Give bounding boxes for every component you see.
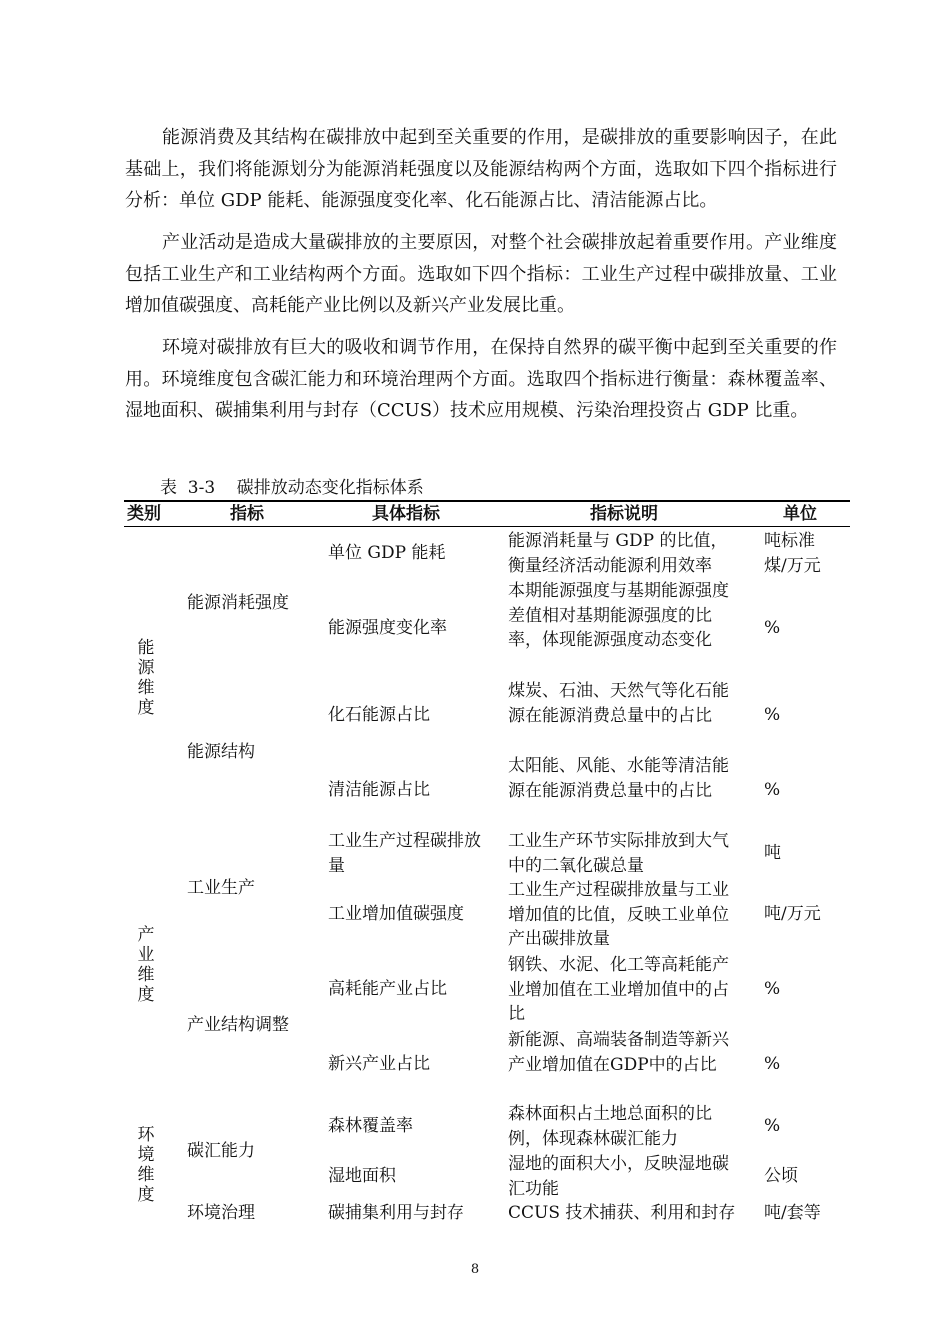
specific-indicator: 工业生产过程碳排放量 [328,831,481,876]
indicator-description: 能源消耗量与 GDP 的比值，衡量经济活动能源利用效率 [508,531,728,576]
header-category: 类别 [127,504,161,524]
indicator-description: CCUS 技术捕获、利用和封存 [508,1203,736,1223]
indicator-unit: 吨 [764,843,781,863]
indicator-unit: % [764,1054,781,1074]
header-description: 指标说明 [590,504,658,524]
indicator-unit: 吨标准煤/万元 [764,531,821,576]
indicator-description: 本期能源强度与基期能源强度差值相对基期能源强度的比率，体现能源强度动态变化 [508,581,729,650]
category-environment: 环境维度 [137,1125,155,1205]
paragraph-environment: 环境对碳排放有巨大的吸收和调节作用，在保持自然界的碳平衡中起到至关重要的作用。环境维度包含碳汇能力和环境治理两个方面。选取四个指标进行衡量：森林覆盖率、湿地面积、碳捕集利用与封存（CCUS）技术应用规模、污染治理投资占 GDP 比重。 [125,337,837,421]
indicator-carbon-sink: 碳汇能力 [187,1141,255,1161]
table-top-rule [124,500,850,502]
specific-indicator: 单位 GDP 能耗 [328,543,446,563]
specific-indicator: 湿地面积 [328,1166,396,1186]
specific-indicator: 森林覆盖率 [328,1116,413,1136]
indicator-energy-intensity: 能源消耗强度 [187,593,289,613]
table-caption: 表 3-3 碳排放动态变化指标体系 [160,478,424,498]
indicator-industrial-restructuring: 产业结构调整 [187,1015,289,1035]
indicator-unit: % [764,1116,781,1136]
specific-indicator: 化石能源占比 [328,705,430,725]
indicator-energy-structure: 能源结构 [187,742,255,762]
indicator-industrial-production: 工业生产 [187,878,255,898]
specific-indicator: 高耗能产业占比 [328,979,447,999]
indicator-unit: 吨/套等 [764,1203,821,1223]
specific-indicator: 工业增加值碳强度 [328,904,464,924]
indicator-description: 工业生产环节实际排放到大气中的二氧化碳总量 [508,831,729,876]
indicator-environmental-governance: 环境治理 [187,1203,255,1223]
indicator-unit: % [764,780,781,800]
indicator-unit: 公顷 [764,1166,798,1186]
indicator-description: 太阳能、风能、水能等清洁能源在能源消费总量中的占比 [508,756,729,801]
table-header-rule [124,526,850,527]
indicator-description: 工业生产过程碳排放量与工业增加值的比值，反映工业单位产出碳排放量 [508,880,729,949]
indicator-description: 煤炭、石油、天然气等化石能源在能源消费总量中的占比 [508,681,729,726]
header-specific: 具体指标 [372,504,440,524]
specific-indicator: 能源强度变化率 [328,618,447,638]
specific-indicator: 碳捕集利用与封存 [328,1203,464,1223]
indicator-description: 钢铁、水泥、化工等高耗能产业增加值在工业增加值中的占比 [508,955,729,1024]
specific-indicator: 清洁能源占比 [328,780,430,800]
paragraph-energy: 能源消费及其结构在碳排放中起到至关重要的作用，是碳排放的重要影响因子，在此基础上，我们将能源划分为能源消耗强度以及能源结构两个方面，选取如下四个指标进行分析：单位 GDP 能耗、能源强度变化率、化石能源占比、清洁能源占比。 [125,127,837,211]
indicator-unit: 吨/万元 [764,904,821,924]
indicator-description: 湿地的面积大小，反映湿地碳汇功能 [508,1154,729,1199]
category-energy: 能源维度 [137,638,155,718]
header-unit: 单位 [783,504,817,524]
indicator-unit: % [764,705,781,725]
category-industry: 产业维度 [137,925,155,1005]
page-number: 8 [470,1262,480,1277]
header-indicator: 指标 [230,504,264,524]
specific-indicator: 新兴产业占比 [328,1054,430,1074]
paragraph-industry: 产业活动是造成大量碳排放的主要原因，对整个社会碳排放起着重要作用。产业维度包括工业生产和工业结构两个方面。选取如下四个指标：工业生产过程中碳排放量、工业增加值碳强度、高耗能产业比例以及新兴产业发展比重。 [125,232,837,316]
indicator-unit: % [764,618,781,638]
indicator-description: 森林面积占土地总面积的比例，体现森林碳汇能力 [508,1104,712,1149]
indicator-unit: % [764,979,781,999]
indicator-description: 新能源、高端装备制造等新兴产业增加值在GDP中的占比 [508,1030,729,1075]
